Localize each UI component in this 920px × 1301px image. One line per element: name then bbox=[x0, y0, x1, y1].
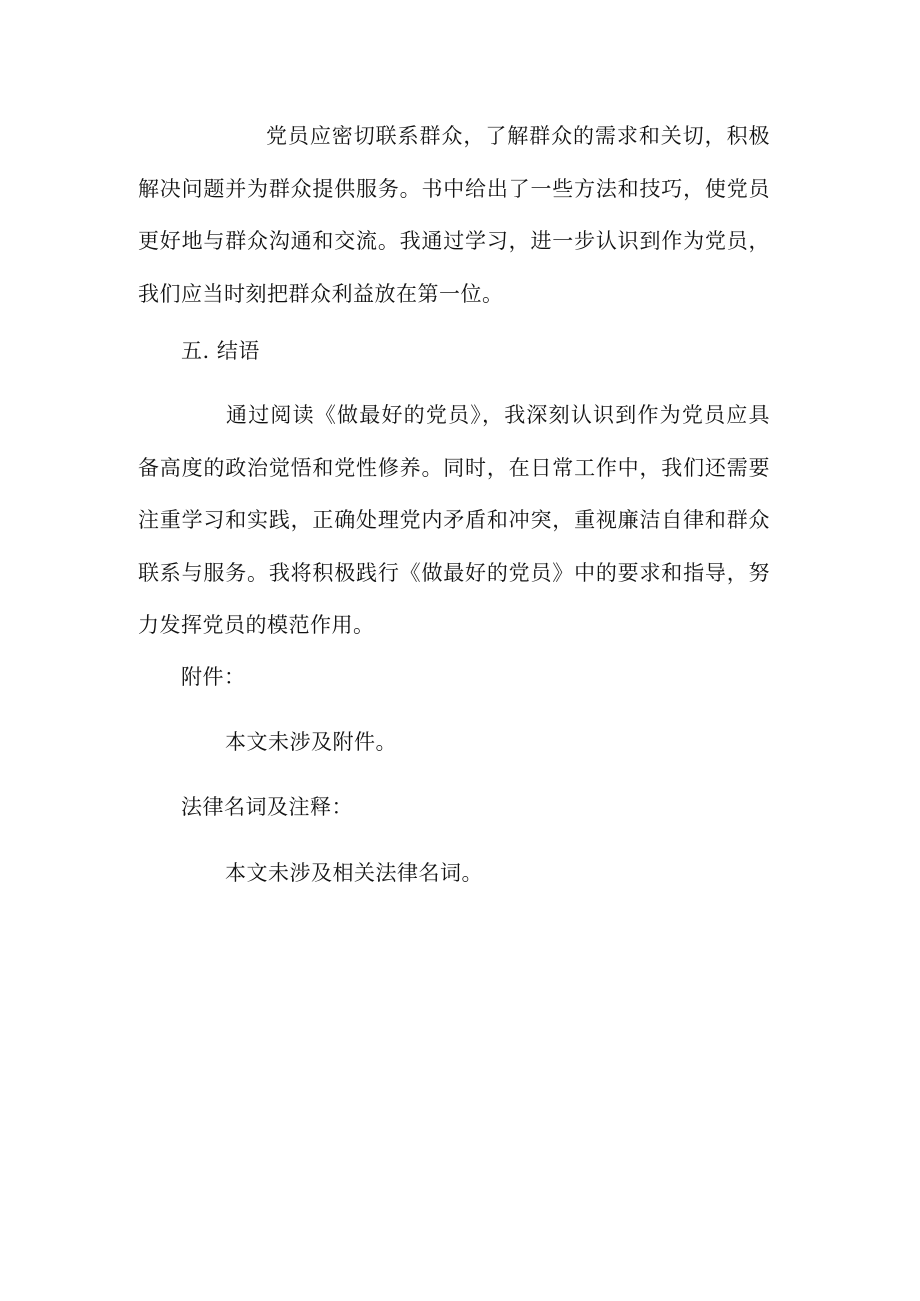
legal-terms-text: 本文未涉及相关法律名词。 bbox=[225, 861, 483, 885]
attachment-text: 本文未涉及附件。 bbox=[225, 730, 397, 754]
attachment-label: 附件： bbox=[181, 665, 246, 689]
section-heading-conclusion: 五. 结语 bbox=[181, 339, 260, 363]
legal-terms-label: 法律名词及注释： bbox=[181, 795, 353, 819]
paragraph-conclusion: 通过阅读《做最好的党员》，我深刻认识到作为党员应具备高度的政治觉悟和党性修养。同时，在日常工作中，我们还需要注重学习和实践，正确处理党内矛盾和冲突，重视廉洁自律和群众联系与服务。我将积极践行《做最好的党员》中的要求和指导，努力发挥党员的模范作用。 bbox=[138, 403, 770, 637]
paragraph-group-contact: 党员应密切联系群众，了解群众的需求和关切，积极解决问题并为群众提供服务。书中给出了一些方法和技巧，使党员更好地与群众沟通和交流。我通过学习，进一步认识到作为党员，我们应当时刻把群众利益放在第一位。 bbox=[138, 124, 770, 306]
